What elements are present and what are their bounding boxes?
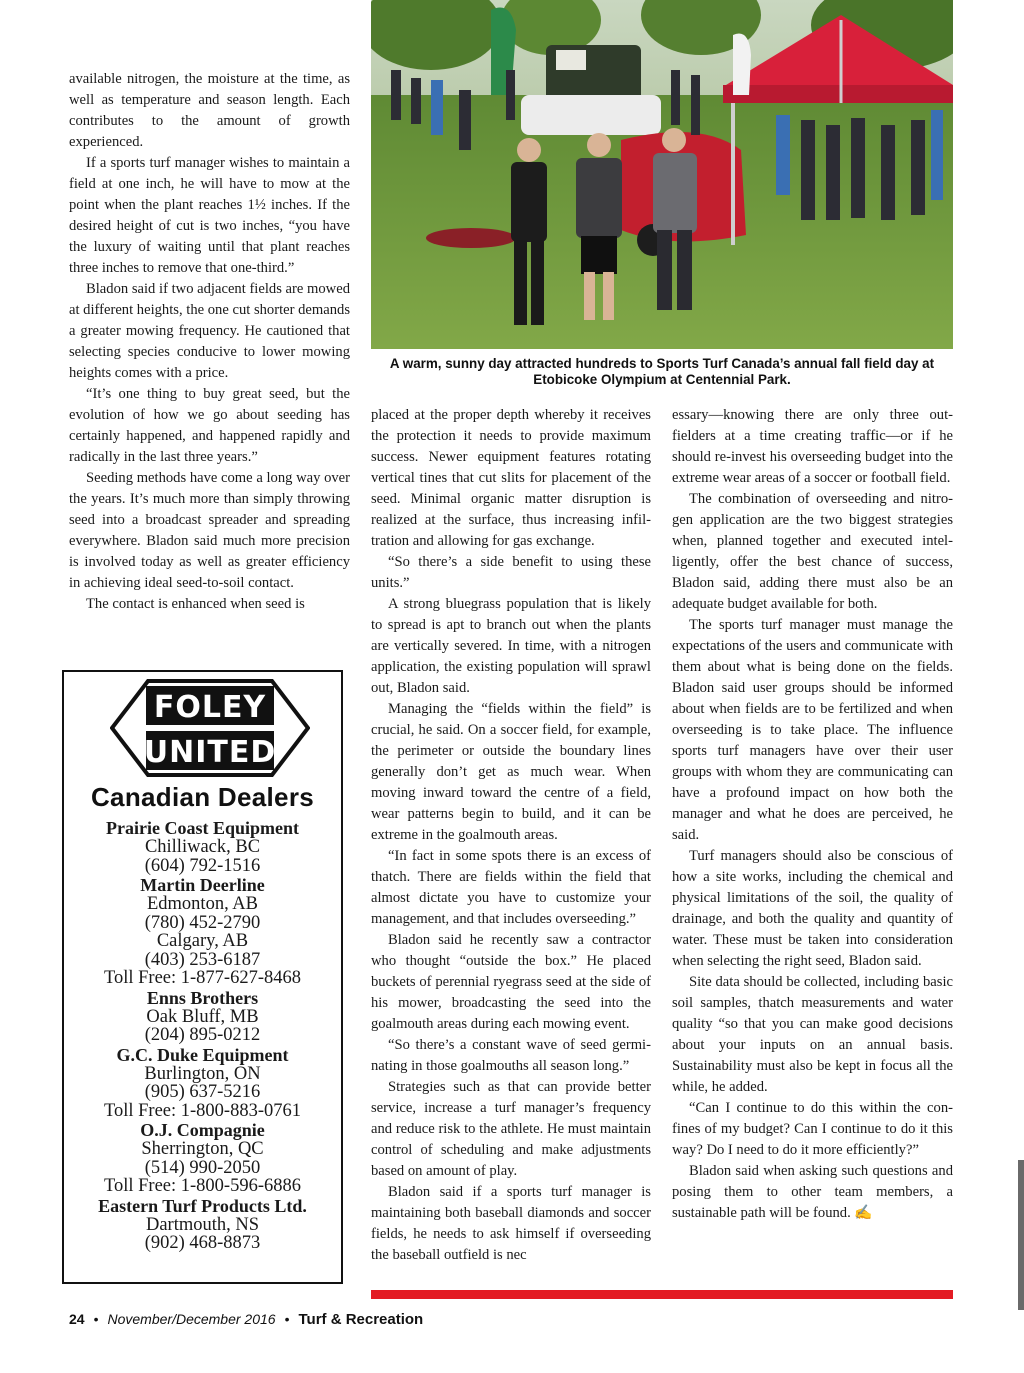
dealer-city: Burlington, ON [144, 1063, 261, 1084]
footer-bullet: • [284, 1311, 290, 1327]
foley-united-advertisement [62, 670, 343, 1284]
dealer-entry [64, 876, 341, 988]
page-footer [69, 1311, 423, 1328]
paragraph: Bladon said he recently saw a contractor who thought “outside the box.” He placed buckets of perennial ryegrass seed at the side of his mower, broadcasting the seed into the goalmouth areas during each mowing event. [371, 932, 651, 1032]
dealer-toll-free: Toll Free: 1-877-627-8468 [103, 968, 302, 988]
paragraph: The combination of overseeding and nitrogen application are the two biggest strategies when, planned together and executed intelligently, offer the best chance of success, Bladon said, adding there must also be an adequate budget available for both. [672, 491, 953, 612]
dealer-phone: (403) 253-6187 [144, 949, 261, 970]
dealer-name: Eastern Turf Products Ltd. [98, 1195, 307, 1216]
dealer-phone: (204) 895-0212 [144, 1025, 261, 1045]
dealer-city: Oak Bluff, MB [146, 1006, 259, 1027]
paragraph: Turf managers should also be conscious of how a site works, including the chemical and physical limitations of the soil, the quality of drainage, and both the quality and quantity of water. These must be taken into consideration when selecting the right seed, Bladon said. [672, 848, 953, 969]
dealer-list [64, 819, 341, 1254]
dealer-phone: (514) 990-2050 [144, 1157, 261, 1178]
paragraph: “It’s one thing to buy great seed, but the evolution of how we go about seeding has certainly happened, and happened rapidly and radically in the last three years.” [69, 386, 350, 465]
paragraph: available nitrogen, the moisture at the time, as well as temperature and season length. Each contributes to the amount of growth experienced. [69, 71, 350, 150]
dealer-entry [64, 1121, 341, 1196]
issue-date: November/December 2016 [107, 1311, 276, 1327]
footer-accent-bar [371, 1290, 953, 1299]
foley-united-logo [110, 678, 310, 778]
paragraph: Bladon said if a sports turf manager is maintaining both baseball diamonds and soccer fields, he needs to ask himself if overseeding the baseball outfield is nec [371, 1184, 651, 1263]
logo-text-united: UNITED [143, 735, 277, 770]
dealer-entry [64, 1046, 341, 1121]
dealer-phone: (905) 637-5216 [144, 1082, 261, 1102]
publication-name: Turf & Recreation [298, 1311, 424, 1328]
dealer-city: Chilliwack, BC [144, 837, 261, 857]
dealer-city: Calgary, AB [156, 931, 249, 951]
paragraph: “So there’s a side benefit to using these units.” [371, 554, 651, 591]
paragraph: Managing the “fields within the field” is crucial, he said. On a soccer field, for example, the perimeter or outside the boundary lines generally don’t get as much wear. When moving inward toward the centre of a field, wear patterns begin to build, and it can be extreme in the goalmouth areas. [371, 701, 651, 843]
paragraph: Strategies such as that can provide better service, increase a turf manager’s frequency and reduce risk to the athlete. He must maintain control of scheduling and make adjustments based on amount of play. [371, 1079, 651, 1179]
paragraph: “So there’s a constant wave of seed germinating in those goalmouths all season long.” [371, 1037, 651, 1074]
logo-text-foley: FOLEY [153, 690, 267, 725]
dealer-phone: (604) 792-1516 [144, 855, 261, 876]
dealer-phone: (902) 468-8873 [144, 1233, 261, 1253]
dealer-city: Edmonton, AB [146, 894, 258, 914]
paragraph: essary—knowing there are only three outfielders at a time creating traffic—or if he should re-invest his overseeding budget into the extreme wear areas of a soccer or football field. [672, 407, 953, 486]
dealer-entry [64, 1197, 341, 1253]
dealer-name: Prairie Coast Equipment [106, 818, 299, 838]
article-column-3 [672, 405, 953, 1224]
paragraph: “In fact in some spots there is an excess of thatch. There are fields within the field that almost dictate you have to customize your management, and that includes overseeding.” [371, 848, 651, 927]
page-number: 24 [69, 1311, 85, 1327]
article-column-2 [371, 405, 651, 1266]
footer-bullet: • [93, 1311, 99, 1327]
paragraph: The contact is enhanced when seed is [86, 596, 305, 612]
dealer-toll-free: Toll Free: 1-800-883-0761 [103, 1100, 302, 1121]
dealer-city: Dartmouth, NS [145, 1214, 260, 1235]
dealer-entry [64, 819, 341, 875]
ad-heading: Canadian Dealers [90, 782, 314, 812]
paragraph: Bladon said when asking such questions and posing them to other team members, a sustainable path will be found. ✍ [672, 1163, 953, 1221]
paragraph: placed at the proper depth whereby it receives the protection it needs to provide maximum success. Newer equipment features rotating vertical tines that cut slits for placement of the seed. Minimal organic matter disruption is realized at the surface, thus increasing infiltration and allowing for gas exchange. [371, 407, 651, 549]
dealer-entry [64, 989, 341, 1045]
paragraph: The sports turf manager must manage the expectations of the users and communicate with them about what is being done on the fields. Bladon said user groups should be informed about when fields are to be fertilized and when overseeding is to take place. The influence sports turf managers have over their user groups with whom they are communicating can have a profound impact on how both the manager and what he does are perceived, he said. [672, 617, 953, 843]
paragraph: Bladon said if two adjacent fields are mowed at different heights, the one cut shorter demands a greater mowing frequency. He cautioned that selecting species conducive to lower mowing heights comes with a price. [69, 281, 350, 381]
paragraph: Seeding methods have come a long way over the years. It’s much more than simply throwing seed into a broadcast spreader and spreading everywhere. Bladon said much more precision is involved today as well as greater efficiency in achieving ideal seed-to-soil contact. [69, 470, 350, 591]
dealer-city: Sherrington, QC [141, 1139, 264, 1159]
dealer-name: Martin Deerline [140, 875, 265, 895]
paragraph: If a sports turf manager wishes to maintain a field at one inch, he will have to mow at the point when the plant reaches 1½ inches. If the desired height of cut is two inches, “you have the luxury of waiting until that plant reaches three inches to remove that one-third.” [69, 155, 350, 276]
paragraph: A strong bluegrass population that is likely to spread is apt to branch out when the plants are vertically severed. In time, with a nitrogen application, the existing population will sprawl out, Bladon said. [371, 596, 651, 696]
dealer-name: G.C. Duke Equipment [116, 1044, 289, 1065]
page-edge-tab [1018, 1160, 1024, 1310]
dealer-name: Enns Brothers [146, 987, 259, 1008]
paragraph: “Can I continue to do this within the confines of my budget? Can I continue to do it this way? Do I need to do it more efficiently?” [672, 1100, 953, 1158]
event-photo [371, 0, 953, 349]
photo-caption: A warm, sunny day attracted hundreds to Sports Turf Canada’s annual fall field day at Etobicoke Olympium at Centennial Park. [389, 356, 935, 387]
article-column-1 [69, 69, 350, 615]
dealer-phone: (780) 452-2790 [144, 912, 261, 933]
paragraph: Site data should be collected, including basic soil samples, thatch measurements and water quality “so that you can make good decisions about your inputs on an annual basis. Sustainability must also be kept in focus all the while, he added. [672, 974, 953, 1095]
dealer-toll-free: Toll Free: 1-800-596-6886 [103, 1176, 302, 1196]
dealer-name: O.J. Compagnie [140, 1120, 265, 1140]
